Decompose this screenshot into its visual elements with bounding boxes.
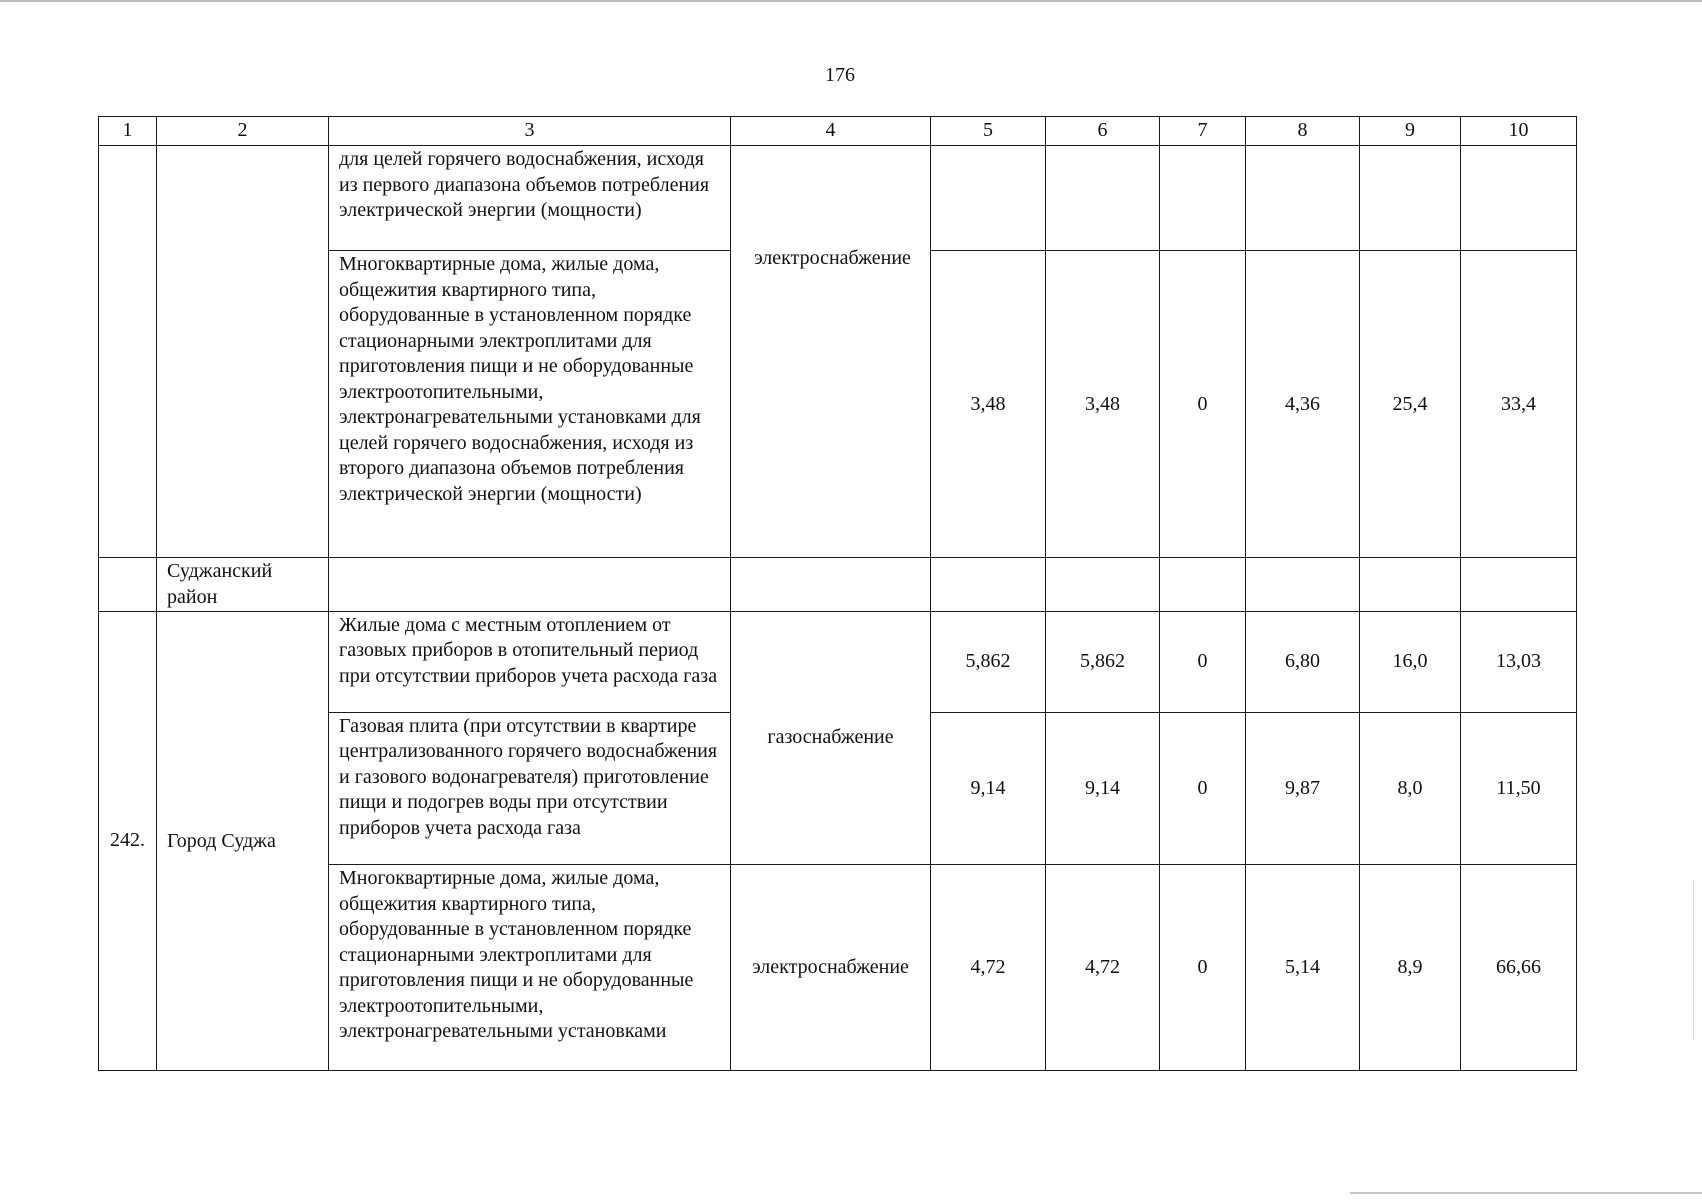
cell-number xyxy=(99,146,157,558)
header-cell-4: 4 xyxy=(731,117,931,146)
cell-service-type: электроснабжение xyxy=(731,146,931,558)
header-cell-7: 7 xyxy=(1160,117,1246,146)
cell-col9: 25,4 xyxy=(1360,251,1461,558)
cell-service-type: электроснабжение xyxy=(731,865,931,1071)
cell-number xyxy=(99,558,157,611)
cell-col5: 5,862 xyxy=(931,611,1046,712)
cell-district-name: Суджанский район xyxy=(157,558,329,611)
table-row xyxy=(99,611,1577,712)
cell-service-type: газоснабжение xyxy=(731,611,931,865)
cell-col7: 0 xyxy=(1160,712,1246,864)
header-cell-3: 3 xyxy=(329,117,731,146)
cell-col6 xyxy=(1046,558,1160,611)
cell-col5: 9,14 xyxy=(931,712,1046,864)
cell-col8: 4,36 xyxy=(1246,251,1360,558)
tariff-table xyxy=(98,116,1577,1071)
cell-col6: 3,48 xyxy=(1046,251,1160,558)
page-number: 176 xyxy=(825,64,855,86)
cell-col9: 8,9 xyxy=(1360,865,1461,1071)
cell-col5 xyxy=(931,558,1046,611)
cell-col10: 11,50 xyxy=(1461,712,1577,864)
cell-col10: 33,4 xyxy=(1461,251,1577,558)
cell-consumer-category xyxy=(329,558,731,611)
header-cell-5: 5 xyxy=(931,117,1046,146)
scan-artifact-line xyxy=(1693,880,1694,1040)
cell-col10 xyxy=(1461,146,1577,251)
header-cell-1: 1 xyxy=(99,117,157,146)
cell-col9: 8,0 xyxy=(1360,712,1461,864)
cell-col10: 66,66 xyxy=(1461,865,1577,1071)
cell-col8 xyxy=(1246,146,1360,251)
cell-col6: 4,72 xyxy=(1046,865,1160,1071)
cell-col10 xyxy=(1461,558,1577,611)
cell-consumer-category: Многоквартирные дома, жилые дома, общежития квартирного типа, оборудованные в установленном порядке стационарными электроплитами для приготовления пищи и не оборудованные электроотопительными, электронагревательными установками xyxy=(329,865,731,1071)
cell-consumer-category: Многоквартирные дома, жилые дома, общежития квартирного типа, оборудованные в установленном порядке стационарными электроплитами для приготовления пищи и не оборудованные электроотопительными, электронагревательными установками для целей горячего водоснабжения, исходя из второго диапазона объемов потребления электрической энергии (мощности) xyxy=(329,251,731,558)
cell-col9 xyxy=(1360,146,1461,251)
cell-col7 xyxy=(1160,146,1246,251)
header-cell-9: 9 xyxy=(1360,117,1461,146)
scan-bottom-edge xyxy=(1350,1192,1702,1194)
scan-top-edge xyxy=(0,0,1702,2)
header-cell-8: 8 xyxy=(1246,117,1360,146)
cell-consumer-category: Жилые дома с местным отоплением от газовых приборов в отопительный период при отсутствии приборов учета расхода газа xyxy=(329,611,731,712)
cell-col8: 9,87 xyxy=(1246,712,1360,864)
cell-col8 xyxy=(1246,558,1360,611)
cell-col7: 0 xyxy=(1160,611,1246,712)
header-row xyxy=(99,117,1577,146)
cell-col9 xyxy=(1360,558,1461,611)
cell-col8: 6,80 xyxy=(1246,611,1360,712)
district-row xyxy=(99,558,1577,611)
cell-col5: 4,72 xyxy=(931,865,1046,1071)
cell-consumer-category: Газовая плита (при отсутствии в квартире централизованного горячего водоснабжения и газового водонагревателя) приготовление пищи и подогрев воды при отсутствии приборов учета расхода газа xyxy=(329,712,731,864)
cell-col10: 13,03 xyxy=(1461,611,1577,712)
cell-col5: 3,48 xyxy=(931,251,1046,558)
cell-col9: 16,0 xyxy=(1360,611,1461,712)
table-row xyxy=(99,146,1577,251)
cell-col5 xyxy=(931,146,1046,251)
cell-number: 242. xyxy=(99,611,157,1070)
cell-col7 xyxy=(1160,558,1246,611)
cell-locality: Город Суджа xyxy=(157,611,329,1070)
header-cell-2: 2 xyxy=(157,117,329,146)
cell-col6 xyxy=(1046,146,1160,251)
cell-col6: 5,862 xyxy=(1046,611,1160,712)
cell-col8: 5,14 xyxy=(1246,865,1360,1071)
cell-service-type xyxy=(731,558,931,611)
cell-col6: 9,14 xyxy=(1046,712,1160,864)
cell-col7: 0 xyxy=(1160,865,1246,1071)
cell-col7: 0 xyxy=(1160,251,1246,558)
header-cell-6: 6 xyxy=(1046,117,1160,146)
header-cell-10: 10 xyxy=(1461,117,1577,146)
cell-locality xyxy=(157,146,329,558)
cell-consumer-category: для целей горячего водоснабжения, исходя из первого диапазона объемов потребления электрической энергии (мощности) xyxy=(329,146,731,251)
